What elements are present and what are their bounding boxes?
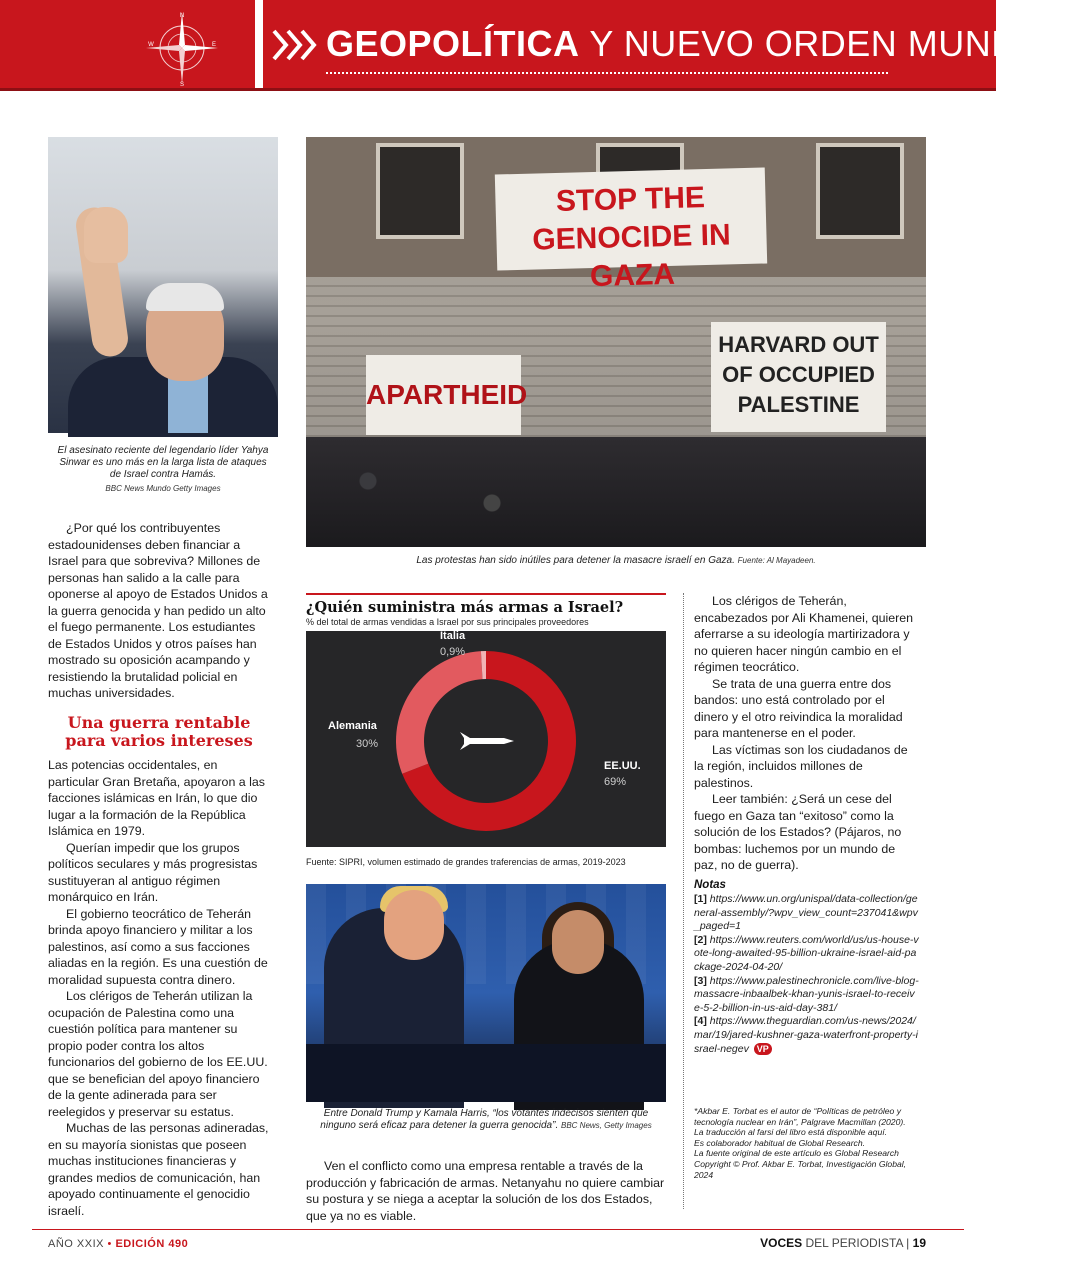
chart-value-eeuu: 69%: [604, 776, 627, 788]
compass-w: W: [148, 42, 154, 48]
footer-separator: |: [906, 1236, 910, 1250]
photo-face-left: [384, 890, 444, 960]
compass-e: E: [211, 42, 217, 48]
section-title-regular: Y NUEVO ORDEN MUNDIAL: [589, 23, 1073, 64]
footer-rule: [32, 1229, 964, 1230]
debate-caption-credit: BBC News, Getty Images: [561, 1121, 652, 1130]
debate-photo: [306, 884, 666, 1102]
paragraph: Las víctimas son los ciudadanos de la región, incluidos millones de palestinos.: [694, 742, 908, 790]
photo-hair: [146, 283, 224, 311]
note-item: [694, 975, 920, 1016]
note-item: [694, 934, 920, 975]
photo-window: [816, 143, 904, 239]
note-number: [4]: [694, 1015, 707, 1028]
footer-bullet: •: [107, 1238, 112, 1250]
banner-harvard: HARVARD OUT OF OCCUPIED PALESTINE: [711, 322, 886, 432]
chart-source: Fuente: SIPRI, volumen estimado de grandes traferencias de armas, 2019-2023: [306, 857, 626, 867]
footer-edition-number: EDICIÓN 490: [115, 1238, 189, 1250]
compass-s: S: [179, 82, 185, 88]
donut-slice-alemania: [396, 651, 482, 774]
header-dotted-rule: [326, 72, 888, 74]
section-title: [326, 22, 1073, 66]
banner-stop-genocide: STOP THE GENOCIDE IN GAZA: [495, 167, 767, 270]
footer-magazine-rest: DEL PERIODISTA: [805, 1236, 903, 1250]
column-divider: [683, 593, 684, 1209]
note-link[interactable]: https://www.theguardian.com/us-news/2024/mar/19/jared-kushner-gaza-waterfront-property-israel-negev: [694, 1015, 918, 1055]
note-link[interactable]: https://www.un.org/unispal/data-collection/general-assembly/?wpv_view_count=237041&wpv_paged=1: [694, 893, 918, 933]
footer-page-number: 19: [912, 1236, 926, 1250]
footer-edition: [48, 1237, 188, 1251]
banner-apartheid: APARTHEID: [366, 355, 521, 435]
note-number: [3]: [694, 974, 707, 987]
note-item: [694, 893, 920, 934]
paragraph: Ven el conflicto como una empresa rentable a través de la producción y fabricación de armas. Netanyahu no quiere cambiar su postura y se niega a aceptar la solución de los dos Estados, que ya no es viable.: [306, 1159, 665, 1223]
paragraph: Los clérigos de Teherán, encabezados por Ali Khamenei, quieren aferrarse a su ideología martirizadora y no quieren hacer ningún cambio en el régimen teocrático.: [694, 594, 914, 674]
author-line: Es colaborador habitual de Global Research.: [694, 1137, 866, 1148]
notes-title: Notas: [694, 879, 726, 891]
footer-year: AÑO XXIX: [48, 1238, 104, 1250]
footer-magazine-bold: VOCES: [760, 1236, 803, 1250]
left-column-body: [48, 757, 270, 1219]
photo-podium: [306, 1044, 666, 1102]
debate-caption-text: Entre Donald Trump y Kamala Harris, “los votantes indecisos sienten que ninguno será eficaz para detener la guerra genocida”.: [320, 1108, 649, 1131]
arms-chart: [306, 593, 666, 873]
protest-caption-text: Las protestas han sido inútiles para detener la masacre israelí en Gaza.: [416, 555, 735, 566]
note-link[interactable]: https://www.reuters.com/world/us/us-house-vote-long-awaited-95-billion-ukraine-israel-aid-package-2024-04-20/: [694, 933, 919, 973]
chevrons-icon: [272, 28, 320, 62]
protest-caption: [306, 555, 926, 567]
right-column-body: [694, 593, 920, 874]
note-number: [1]: [694, 893, 707, 905]
page-header: [0, 0, 1073, 88]
compass-rose-icon: [142, 8, 222, 88]
author-line: Copyright © Prof. Akbar E. Torbat, Investigación Global, 2024: [694, 1158, 907, 1180]
sinwar-caption-text: El asesinato reciente del legendario líder Yahya Sinwar es uno más en la larga lista de ataques de Israel contra Hamás.: [57, 445, 269, 480]
footer-magazine: [740, 1235, 926, 1251]
chart-title: ¿Quién suministra más armas a Israel?: [306, 599, 624, 616]
paragraph: Los clérigos de Teherán utilizan la ocupación de Palestina como una cuestión política para mantener su propio poder contra los altos funcionarios del gobierno de los EE.UU. que se benefician del apoyo financiero de la gente adinerada para ser reelegidos y preservar su estatus.: [48, 989, 268, 1119]
section-title-bold: GEOPOLÍTICA: [326, 23, 580, 64]
author-note: [694, 1106, 914, 1180]
paragraph: Muchas de las personas adineradas, en su mayoría sionistas que poseen muchas instituciones financieras y grandes medios de comunicación, han apoyado continuamente el genocidio israelí.: [48, 1121, 269, 1218]
chart-value-alemania: 30%: [356, 738, 379, 750]
vp-badge: VP: [754, 1043, 772, 1055]
chart-label-italia: Italia: [440, 630, 466, 642]
chart-value-italia: 0,9%: [440, 646, 466, 658]
center-column-body: [306, 1158, 666, 1224]
header-divider: [255, 0, 263, 88]
note-link[interactable]: https://www.palestinechronicle.com/live-blog-massacre-inbaalbek-khan-yunis-israel-to-receive-5-2-billion-in-us-aid-day-381/: [694, 974, 919, 1014]
note-number: [2]: [694, 933, 707, 946]
chart-subtitle: % del total de armas vendidas a Israel por sus principales proveedores: [306, 617, 589, 627]
paragraph: Las potencias occidentales, en particular Gran Bretaña, apoyaron a las facciones islámicas en Irán, lo que dio lugar a la formación de la República Islámica en 1979.: [48, 758, 265, 838]
sinwar-caption-credit: BBC News Mundo Getty Images: [105, 484, 221, 493]
chart-label-eeuu: EE.UU.: [604, 760, 641, 772]
chart-panel: [306, 631, 666, 847]
paragraph: Querían impedir que los grupos políticos seculares y más progresistas sustituyeran al antiguo régimen monárquico en Irán.: [48, 840, 258, 904]
compass-n: N: [179, 13, 185, 19]
protest-photo: [306, 137, 926, 547]
author-line: *Akbar E. Torbat es el autor de “Políticas de petróleo y tecnología nuclear en Irán”, Palgrave Macmillan (2020). La traducción al farsi del libro está disponible aquí.: [694, 1106, 906, 1138]
header-shadow-rule: [0, 88, 996, 91]
chart-label-alemania: Alemania: [328, 720, 377, 732]
sinwar-caption: [55, 445, 271, 495]
paragraph: El gobierno teocrático de Teherán brinda apoyo financiero y militar a los palestinos, así como a sus facciones aliadas en la región. Es una cuestión de moralidad supuesta contra dinero.: [48, 906, 268, 987]
debate-caption: [306, 1108, 666, 1132]
paragraph: Se trata de una guerra entre dos bandos: uno está controlado por el dinero y el otro reivindica la moralidad para mantenerse en el poder.: [694, 676, 903, 740]
protest-caption-credit: Fuente: Al Mayadeen.: [737, 556, 816, 565]
sinwar-photo: [48, 137, 278, 433]
left-column-intro: [48, 520, 270, 702]
paragraph: Leer también: ¿Será un cese del fuego en Gaza tan “exitoso” como la solución de los Estados? (Pájaros, no bombas: luchemos por un mundo de paz, no de guerra).: [694, 792, 902, 872]
notes-section: [694, 877, 920, 1056]
paragraph: ¿Por qué los contribuyentes estadounidenses deben financiar a Israel para que sobreviva? Millones de personas han salido a la calle para oponerse al apoyo de Estados Unidos a la guerra genocida y han pedido un alto el fuego permanente. Los estudiantes de Estados Unidos y otros países han mostrado su oposición acampando y resistiendo la brutalidad policial en muchas universidades.: [48, 521, 268, 700]
author-line: La fuente original de este artículo es Global Research: [694, 1148, 899, 1159]
note-item: [694, 1015, 920, 1056]
chart-top-rule: [306, 593, 666, 595]
section-heading: Una guerra rentable para varios intereses: [65, 713, 253, 750]
photo-hand: [84, 207, 128, 263]
photo-window: [376, 143, 464, 239]
photo-crowd: [306, 437, 926, 547]
photo-face-right: [552, 910, 604, 974]
missile-icon: [460, 732, 514, 750]
